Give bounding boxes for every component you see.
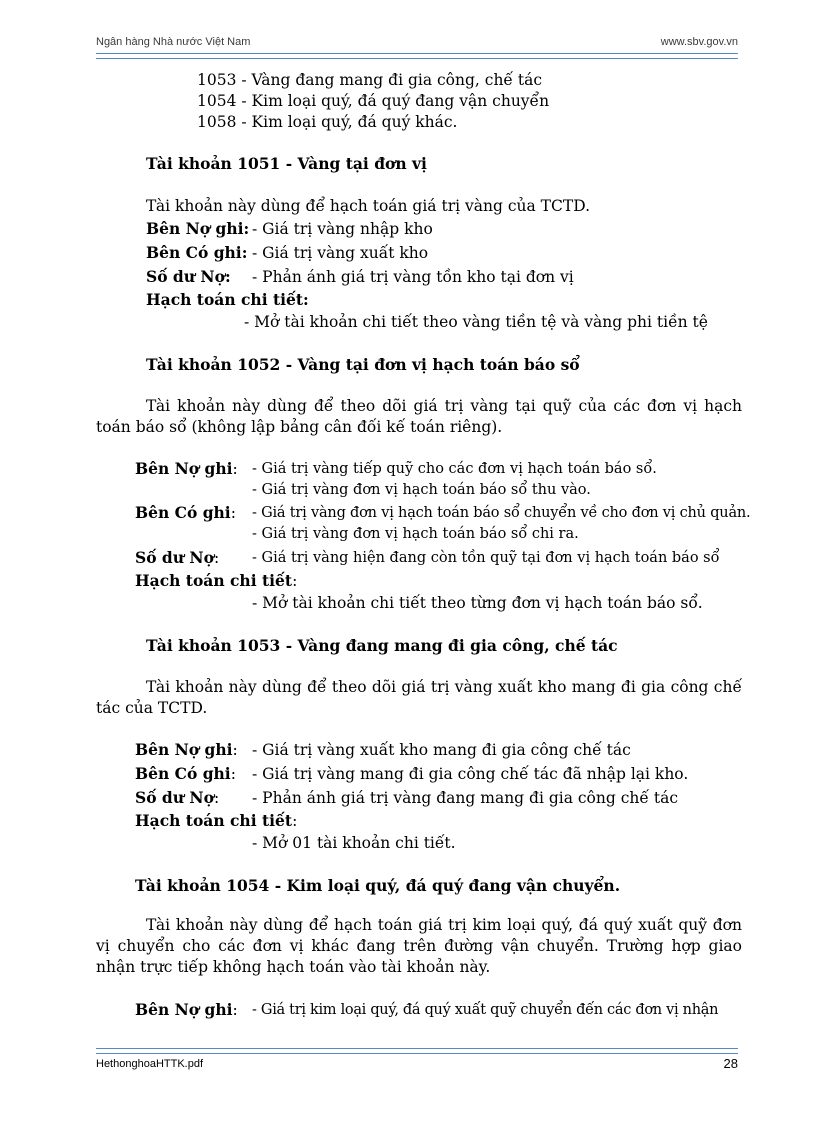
credit-row [146,243,247,263]
section-desc-1053: Tài khoản này dùng để theo dõi giá trị vàng xuất kho mang đi gia công chế tác của TCTD. [96,678,742,717]
footer-rule [96,1048,738,1054]
debit-text-2: - Giá trị vàng đơn vị hạch toán báo sổ thu vào. [252,482,591,498]
footer-filename: HethonghoaHTTK.pdf [96,1058,204,1070]
credit-text: - Giá trị vàng xuất kho [252,244,429,262]
debit-text-1: - Giá trị vàng tiếp quỹ cho các đơn vị hạch toán báo sổ. [252,461,657,477]
detail-text: - Mở tài khoản chi tiết theo từng đơn vị hạch toán báo sổ. [252,594,703,612]
page-footer [96,1056,738,1072]
page-header [96,36,738,52]
section-title-1052: Tài khoản 1052 - Vàng tại đơn vị hạch toán báo sổ [146,355,580,374]
debit-label: Bên Nợ ghi [135,1000,233,1019]
debit-label: Bên Nợ ghi [135,740,233,759]
balance-label: Số dư Nợ [135,788,214,807]
debit-label: Bên Nợ ghi: [146,219,250,238]
list-item: 1054 - Kim loại quý, đá quý đang vận chuyển [197,92,550,110]
page-number: 28 [723,1056,738,1071]
detail-row: Hạch toán chi tiết: [135,811,298,830]
credit-label: Bên Có ghi [135,764,231,783]
header-rule [96,53,738,59]
credit-text: - Giá trị vàng mang đi gia công chế tác đã nhập lại kho. [252,765,689,783]
balance-row: Số dư Nợ: [135,548,220,567]
detail-label: Hạch toán chi tiết [135,571,293,590]
section-title-1051: Tài khoản 1051 - Vàng tại đơn vị [146,154,427,173]
list-item: 1053 - Vàng đang mang đi gia công, chế tác [197,71,543,89]
balance-text: - Phản ánh giá trị vàng đang mang đi gia công chế tác [252,789,679,807]
balance-text: - Giá trị vàng hiện đang còn tồn quỹ tại đơn vị hạch toán báo sổ [252,550,720,566]
detail-text: - Mở tài khoản chi tiết theo vàng tiền tệ và vàng phi tiền tệ [244,313,708,331]
header-url: www.sbv.gov.vn [660,36,738,48]
credit-text-2: - Giá trị vàng đơn vị hạch toán báo sổ chi ra. [252,526,579,542]
detail-text: - Mở 01 tài khoản chi tiết. [252,834,456,852]
debit-row: Bên Nợ ghi: [135,1000,238,1019]
debit-text: - Giá trị vàng xuất kho mang đi gia công chế tác [252,741,631,759]
detail-row: Hạch toán chi tiết: [135,571,298,590]
balance-label: Số dư Nợ [135,548,214,567]
section-title-1053: Tài khoản 1053 - Vàng đang mang đi gia công, chế tác [146,636,618,655]
debit-text: - Giá trị kim loại quý, đá quý xuất quỹ chuyển đến các đơn vị nhận [252,1002,719,1018]
detail-row [146,290,309,310]
list-item: 1058 - Kim loại quý, đá quý khác. [197,113,458,131]
balance-row [146,267,231,287]
credit-row: Bên Có ghi: [135,764,236,783]
credit-text-1: - Giá trị vàng đơn vị hạch toán báo sổ chuyển về cho đơn vị chủ quản. [252,505,751,521]
detail-label: Hạch toán chi tiết [135,811,293,830]
debit-row: Bên Nợ ghi: [135,459,238,478]
credit-label: Bên Có ghi: [146,243,248,262]
debit-row [146,219,249,239]
balance-row: Số dư Nợ: [135,788,220,807]
debit-row: Bên Nợ ghi: [135,740,238,759]
credit-row: Bên Có ghi: [135,503,236,522]
balance-label: Số dư Nợ: [146,267,231,286]
credit-label: Bên Có ghi [135,503,231,522]
section-desc-1051: Tài khoản này dùng để hạch toán giá trị vàng của TCTD. [146,197,590,215]
debit-label: Bên Nợ ghi [135,459,233,478]
section-desc-1052: Tài khoản này dùng để theo dõi giá trị vàng tại quỹ của các đơn vị hạch toán báo sổ (không lập bảng cân đối kế toán riêng). [96,397,742,436]
header-org: Ngân hàng Nhà nước Việt Nam [96,36,251,48]
debit-text: - Giá trị vàng nhập kho [252,220,433,238]
balance-text: - Phản ánh giá trị vàng tồn kho tại đơn vị [252,268,574,286]
detail-label: Hạch toán chi tiết: [146,290,309,309]
section-title-1054: Tài khoản 1054 - Kim loại quý, đá quý đang vận chuyển. [135,876,621,895]
section-desc-1054: Tài khoản này dùng để hạch toán giá trị kim loại quý, đá quý xuất quỹ đơn vị chuyển cho các đơn vị khác đang trên đường vận chuyển. Trường hợp giao nhận trực tiếp không hạch toán vào tài khoản này. [96,916,742,976]
